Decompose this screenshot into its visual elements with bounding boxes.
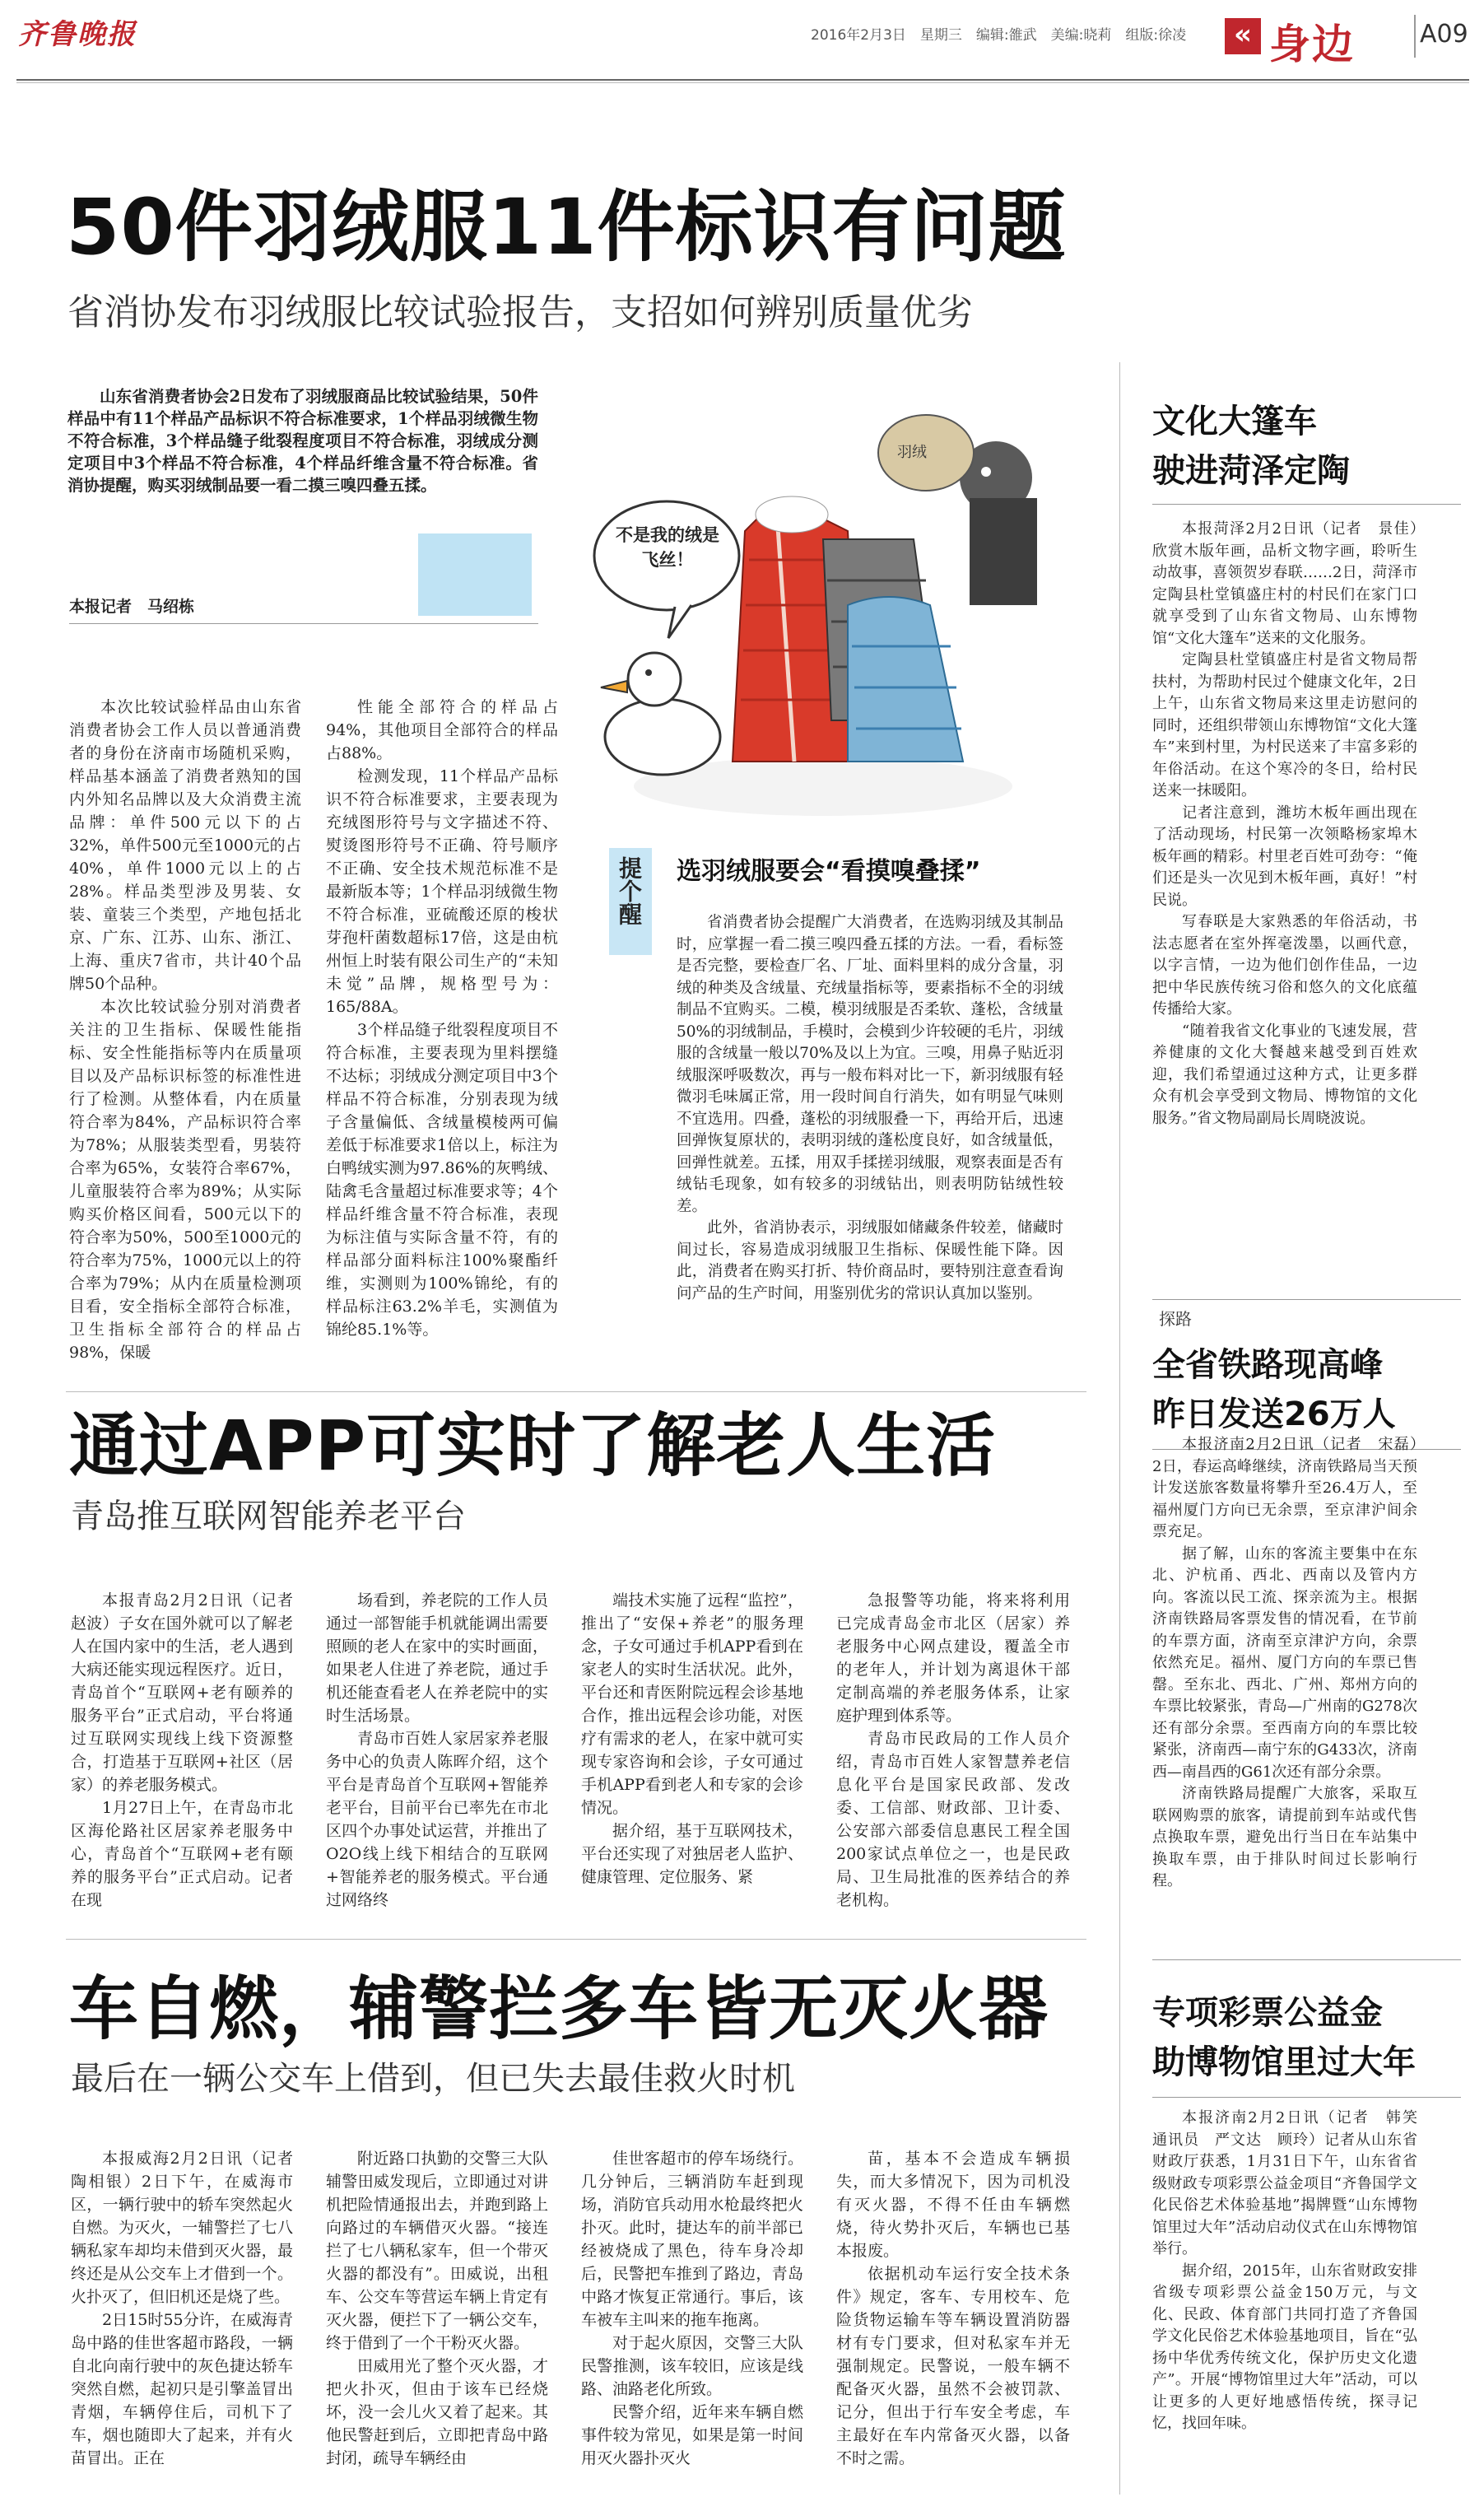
side2-tag: 探路 (1159, 1309, 1192, 1329)
story3-column-2 (326, 2147, 548, 2493)
paragraph: 本次比较试验分别对消费者关注的卫生指标、保暖性能指标、安全性能指标等内在质量项目以及产品标识标签的标准性进行了检测。从整体看，内在质量符合率为84%，产品标识符合率为78%；从服装类型看，男装符合率为65%，女装符合率67%，儿童服装符合率为89%；从实际购买价格区间看，500元以下的符合率为50%，500至1000元的符合率为75%，1000元以上的符合率为79%；从内在质量检测项目看，安全指标全部符合标准，卫生指标全部符合的样品占98%，保暖 (69, 998, 301, 1362)
story2-column-4 (836, 1589, 1070, 1926)
paragraph: “随着我省文化事业的飞速发展，营养健康的文化大餐越来越受到百姓欢迎，我们希望通过这种方式，让更多群众有机会享受到文物局、博物馆的文化服务。”省文物局副局长周晓波说。 (1152, 1022, 1417, 1127)
paragraph: 佳世客超市的停车场绕行。几分钟后，三辆消防车赶到现场，消防官兵动用水枪最终把火扑灭。此时，捷达车的前半部已经被烧成了黑色，待车身冷却后，民警把车推到了路边，青岛中路才恢复正常通行。事后，该车被车主叫来的拖车拖离。 (581, 2150, 803, 2329)
paragraph: 记者注意到，潍坊木板年画出现在了活动现场，村民第一次领略杨家埠木板年画的精彩。村里老百姓可劲夸：“俺们还是头一次见到木板年画，真好！”村民说。 (1152, 804, 1417, 909)
paragraph: 民警介绍，近年来车辆自燃事件较为常见，如果是第一时间用灭火器扑灭火 (581, 2403, 803, 2467)
paragraph: 青岛市民政局的工作人员介绍，青岛市百姓人家智慧养老信息化平台是国家民政部、发改委、工信部、财政部、卫计委、公安部六部委信息惠民工程全国200家试点单位之一，也是民政局、卫生局批准的医养结合的养老机构。 (836, 1730, 1070, 1909)
tip-body (677, 912, 1063, 1381)
paragraph: 本报济南2月2日讯（记者 韩笑 通讯员 严文达 顾玲）记者从山东省财政厅获悉，1月31日下午，山东省省级财政专项彩票公益金项目“齐鲁国学文化民俗艺术体验基地”揭牌暨“山东博物馆里过大年”活动启动仪式在山东博物馆举行。 (1152, 2109, 1432, 2257)
callout-box (418, 533, 532, 616)
paragraph: 对于起火原因，交警三大队民警推测，该车较旧，应该是线路、油路老化所致。 (581, 2334, 803, 2398)
paragraph: 依据机动车运行安全技术条件》规定，客车、专用校车、危险货物运输车等车辆设置消防器材有专门要求，但对私家车并无强制规定。民警说，一般车辆不配备灭火器，虽然不会被罚款、记分，但出于行车安全考虑，车主最好在车内常备灭火器，以备不时之需。 (836, 2265, 1070, 2467)
story1-byline: 本报记者 马绍栋 (69, 598, 195, 616)
down-jacket-cartoon (576, 375, 1054, 836)
tip-title: 选羽绒服要会“看摸嗅叠揉” (677, 857, 981, 886)
paragraph: 2日15时55分许，在威海青岛中路的佳世客超市路段，一辆自北向南行驶中的灰色捷达轿车突然自燃，起初只是引擎盖冒出青烟，车辆停住后，司机下了车，烟也随即大了起来，并有火苗冒出。正在 (71, 2311, 293, 2467)
side2-headline: 全省铁路现高峰 昨日发送26万人 (1152, 1346, 1396, 1433)
story1-headline: 50件羽绒服11件标识有问题 (66, 183, 1067, 273)
sack-label: 羽绒 (897, 444, 927, 461)
side2-body (1152, 1434, 1432, 1994)
paragraph: 端技术实施了远程“监控”，推出了“安保+养老”的服务理念，子女可通过手机APP看到在家老人的实时生活状况。此外，平台还和青医附院远程会诊基地合作，推出远程会诊功能，对医疗有需求的老人，在家中就可实现专家咨询和会诊，子女可通过手机APP看到老人和专家的会诊情况。 (581, 1591, 803, 1817)
paragraph: 据了解，山东的客流主要集中在东北、沪杭甬、西北、西南以及管内方向。客流以民工流、探亲流为主。根据济南铁路局客票发售的情况看，在节前的车票方面，济南至京津沪方向，余票依然充足。福州、厦门方向的车票已售罄。至东北、西北、广州、郑州方向的车票比较紧张，青岛—广州南的G278次还有部分余票。至西南方向的车票比较紧张，济南西—南宁东的G433次，济南西—南昌西的G61次还有部分余票。 (1152, 1544, 1417, 1781)
story3-headline: 车自燃，辅警拦多车皆无灭火器 (69, 1968, 1049, 2049)
story1-lede: 山东省消费者协会2日发布了羽绒服商品比较试验结果，50件样品中有11个样品产品标识不符合标准要求，1个样品羽绒微生物不符合标准，3个样品缝子纰裂程度项目不符合标准，羽绒成分测定项目中3个样品不符合标准，4个样品纤维含量不符合标准。省消协提醒，购买羽绒制品要一看二摸三嗅四叠五揉。 (67, 387, 538, 495)
masthead-divider (16, 79, 1469, 81)
paragraph: 本次比较试验样品由山东省消费者协会工作人员以普通消费者的身份在济南市场随机采购，样品基本涵盖了消费者熟知的国内外知名品牌以及大众消费主流品牌：单件500元以下的占32%，单件500元至1000元的占40%，单件1000元以上的占28%。样品类型涉及男装、女装、童装三个类型，产地包括北京、广东、江苏、山东、浙江、上海、重庆7省市，共计40个品牌50个品种。 (69, 698, 301, 993)
paragraph: 急报警等功能，将来将利用已完成青岛金市北区（居家）养老服务中心网点建设，覆盖全市的老年人，并计划为离退休干部定制高端的养老服务体系，让家庭护理到体系等。 (836, 1591, 1070, 1725)
paragraph: 青岛市百姓人家居家养老服务中心的负责人陈晖介绍，这个平台是青岛首个互联网+智能养老平台，目前平台已率先在市北区四个办事处试运营，并推出了O2O线上线下相结合的互联网+智能养老的服务模式。平台通过网络终 (326, 1730, 548, 1909)
sidebar-divider (1119, 362, 1120, 2495)
paragraph: 写春联是大家熟悉的年俗活动，书法志愿者在室外挥毫泼墨，以画代意，以字言情，一边为他们创作佳品，一边把中华民族传统习俗和悠久的文化底蕴传播给大家。 (1152, 913, 1417, 1018)
paragraph: 此外，省消协表示，羽绒服如储藏条件较差，储藏时间过长，容易造成羽绒服卫生指标、保暖性能下降。因此，消费者在购买打折、特价商品时，要特别注意查看询问产品的生产时间，用鉴别优劣的常识认真加以鉴别。 (677, 1219, 1063, 1302)
paragraph: 据介绍，基于互联网技术，平台还实现了对独居老人监护、健康管理、定位服务、紧 (581, 1822, 803, 1886)
newspaper-logo: 齐鲁晚报 (18, 18, 137, 51)
section-name: 身边 (1269, 21, 1355, 68)
story2-headline: 通过APP可实时了解老人生活 (69, 1405, 997, 1486)
paragraph: 本报菏泽2月2日讯（记者 景佳） 欣赏木版年画，品析文物字画，聆听生动故事，喜领贺岁春联……2日，菏泽市定陶县杜堂镇盛庄村的村民们在家门口就享受到了山东省文物局、山东博物馆“文化大篷车”送来的文化服务。 (1152, 520, 1432, 647)
paragraph: 济南铁路局提醒广大旅客，采取互联网购票的旅客，请提前到车站或代售点换取车票，避免出行当日在车站集中换取车票，由于排队时间过长影响行程。 (1152, 1785, 1417, 1889)
story3-column-1 (71, 2147, 293, 2493)
story3-column-3 (581, 2147, 803, 2493)
speech-bubble-text: 不是我的绒是飞丝！ (616, 525, 719, 570)
story2-column-3 (581, 1589, 803, 1926)
story1-column-2 (326, 696, 558, 1377)
story2-column-1 (71, 1589, 293, 1926)
story1-column-1 (69, 696, 301, 1377)
side1-headline: 文化大篷车 驶进菏泽定陶 (1152, 403, 1350, 490)
issue-meta: 2016年2月3日 星期三 编辑:雒武 美编:晓莉 组版:徐凌 (811, 27, 1187, 44)
paragraph: 1月27日上午，在青岛市北区海伦路社区居家养老服务中心，青岛首个“互联网+老有颐养的服务平台”正式启动。记者在现 (71, 1799, 293, 1909)
section-chevron-icon: « (1225, 18, 1261, 54)
side1-body (1152, 519, 1432, 1284)
paragraph: 省消费者协会提醒广大消费者，在选购羽绒及其制品时，应掌握一看二摸三嗅四叠五揉的方法。一看，看标签是否完整，要检查厂名、厂址、面料里料的成分含量，羽绒的种类及含绒量、充绒量指标等，要素指标不全的羽绒制品不宜购买。二模，模羽绒服是否柔软、蓬松，含绒量50%的羽绒制品，手模时，会模到少许较硬的毛片，羽绒服的含绒量一般以70%及以上为宜。三嗅，用鼻子贴近羽绒服深呼吸数次，再与一般布料对比一下，新羽绒服有轻微羽毛味属正常，用一段时间自行消失，如有明显气味则不宜选用。四叠，蓬松的羽绒服叠一下，再给开后，迅速回弹恢复原状的，表明羽绒的蓬松度良好，如含绒量低，回弹性就差。五揉，用双手揉搓羽绒服，观察表面是否有绒钻毛现象，如有较多的羽绒钻出，则表明防钻绒性较差。 (677, 914, 1063, 1215)
tip-label: 提个醒 (616, 856, 643, 925)
paragraph: 本报济南2月2日讯（记者 宋磊） 2日，春运高峰继续，济南铁路局当天预计发送旅客数量将攀升至26.4万人，至福州厦门方向已无余票，至京津沪间余票充足。 (1152, 1436, 1432, 1540)
paragraph: 苗，基本不会造成车辆损失，而大多情况下，因为司机没有灭火器，不得不任由车辆燃烧，待火势扑灭后，车辆也已基本报废。 (836, 2150, 1070, 2260)
paragraph: 附近路口执勤的交警三大队辅警田威发现后，立即通过对讲机把险情通报出去，并跑到路上向路过的车辆借灭火器。“接连拦了七八辆私家车，但一个带灭火器的都没有”。田威说，出租车、公交车等营运车辆上肯定有灭火器，便拦下了一辆公交车，终于借到了一个干粉灭火器。 (326, 2150, 548, 2352)
page-number: A09 (1420, 20, 1468, 49)
story1-subtitle: 省消协发布羽绒服比较试验报告，支招如何辨别质量优劣 (67, 291, 973, 333)
paragraph: 场看到，养老院的工作人员通过一部智能手机就能调出需要照顾的老人在家中的实时画面，如果老人住进了养老院，通过手机还能查看老人在养老院中的实时生活场景。 (326, 1591, 548, 1725)
paragraph: 定陶县杜堂镇盛庄村是省文物局帮扶村，为帮助村民过个健康文化年，2日上午，山东省文物局来这里走访慰问的同时，还组织带领山东博物馆“文化大篷车”来到村里，为村民送来了丰富多彩的年俗活动。在这个寒冷的冬日，给村民送来一抹暖阳。 (1152, 651, 1417, 799)
paragraph: 检测发现，11个样品产品标识不符合标准要求，主要表现为充绒图形符号与文字描述不符、熨烫图形符号不正确、符号顺序不正确、安全技术规范标准不是最新版本等；1个样品羽绒微生物不符合标准，亚硫酸还原的梭状芽孢杆菌数超标17倍，这是由杭州恒上时装有限公司生产的“未知未觉”品牌，规格型号为：165/88A。 (326, 767, 558, 1016)
paragraph: 田威用光了整个灭火器，才把火扑灭，但由于该车已经烧坏，没一会儿火又着了起来。其他民警赶到后，立即把青岛中路封闭，疏导车辆经由 (326, 2357, 548, 2467)
story2-subtitle: 青岛推互联网智能养老平台 (71, 1498, 466, 1535)
paragraph: 本报威海2月2日讯（记者陶相银）2日下午，在威海市区，一辆行驶中的轿车突然起火自燃。为灭火，一辅警拦了七八辆私家车却均未借到灭火器，最终还是从公交车上才借到一个。火扑灭了，但旧机还是烧了些。 (71, 2150, 293, 2306)
side3-headline: 专项彩票公益金 助博物馆里过大年 (1152, 1994, 1416, 2081)
story2-column-2 (326, 1589, 548, 1926)
paragraph: 本报青岛2月2日讯（记者赵波）子女在国外就可以了解老人在国内家中的生活，老人遇到大病还能实现远程医疗。近日，青岛首个“互联网+老有颐养的服务平台”正式启动，平台将通过互联网实现线上线下资源整合，打造基于互联网+社区（居家）的养老服务模式。 (71, 1591, 293, 1794)
story3-column-4 (836, 2147, 1070, 2493)
story3-subtitle: 最后在一辆公交车上借到，但已失去最佳救火时机 (71, 2060, 795, 2098)
paragraph: 3个样品缝子纰裂程度项目不符合标准，主要表现为里料摆缝不达标；羽绒成分测定项目中3个样品不符合标准，分别表现为绒子含量偏低、含绒量模棱两可偏差低于标准要求1倍以上，标注为白鸭绒实测为97.86%的灰鸭绒、陆禽毛含量超过标准要求等；4个样品纤维含量不符合标准，表现为标注值与实际含量不符，有的样品部分面料标注100%聚酯纤维，实测则为100%锦纶，有的样品标注63.2%羊毛，实测值为锦纶85.1%等。 (326, 1021, 558, 1339)
paragraph: 性能全部符合的样品占94%，其他项目全部符合的样品占88%。 (326, 698, 558, 762)
paragraph: 据介绍，2015年，山东省财政安排省级专项彩票公益金150万元，与文化、民政、体育部门共同打造了齐鲁国学文化民俗艺术体验基地项目，旨在“弘扬中华优秀传统文化，保护历史文化遗产”。开展“博物馆里过大年”活动，可以让更多的人更好地感悟传统，探寻记忆，找回年味。 (1152, 2262, 1417, 2432)
side3-body (1152, 2108, 1432, 2495)
